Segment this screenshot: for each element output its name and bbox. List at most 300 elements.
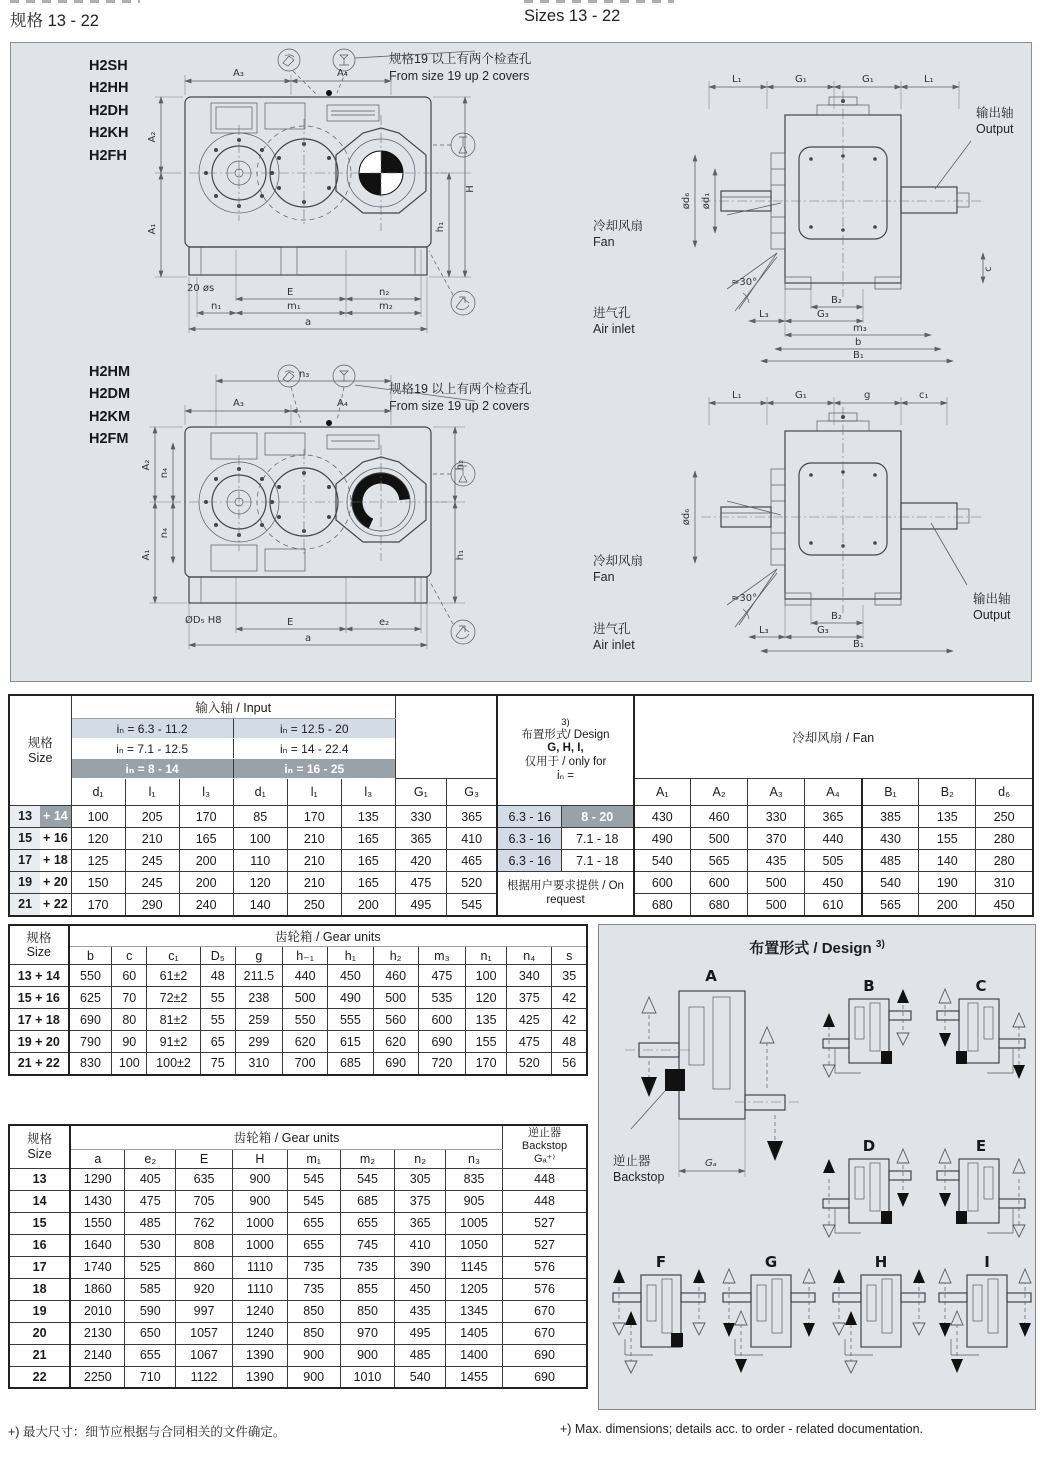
svg-text:20 øs: 20 øs	[187, 283, 215, 294]
svg-text:G₁: G₁	[795, 74, 807, 85]
gear-housing	[701, 91, 981, 309]
value-cell: 170	[179, 806, 233, 828]
value-cell: 100±2	[147, 1053, 200, 1075]
col-header: D₅	[200, 947, 235, 965]
backstop-marker	[881, 1051, 892, 1064]
gear-housing	[171, 420, 447, 603]
output-en: Output	[976, 122, 1014, 137]
value-cell: 1240	[233, 1322, 288, 1344]
value-cell: 200	[341, 894, 395, 917]
value-cell: 762	[176, 1212, 233, 1234]
model-label: H2SH	[89, 58, 128, 74]
value-cell: 565	[691, 850, 748, 872]
plug-symbol-icon	[429, 459, 475, 644]
value-cell: 835	[446, 1168, 503, 1190]
value-cell: 165	[341, 828, 395, 850]
svg-text:n₂: n₂	[379, 287, 390, 298]
value-cell: 500	[748, 894, 805, 917]
value-cell: 1122	[176, 1366, 233, 1388]
value-cell: 540	[395, 1366, 446, 1388]
model-label: H2HM	[89, 364, 131, 380]
value-cell: 1067	[176, 1344, 233, 1366]
value-cell: 1110	[233, 1278, 288, 1300]
table-row	[9, 1190, 587, 1212]
size-main: 19	[10, 872, 40, 893]
backstop-marker	[956, 1051, 967, 1064]
value-cell: 155	[466, 1031, 507, 1053]
value-cell: 527	[503, 1212, 587, 1234]
value-cell: 475	[418, 965, 465, 987]
col-header: l₁	[287, 779, 341, 806]
value-cell: 72±2	[147, 987, 200, 1009]
backstop-en: Backstop	[613, 1170, 665, 1185]
value-cell: 900	[287, 1344, 340, 1366]
svg-text:B₂: B₂	[831, 611, 842, 622]
value-cell: 970	[340, 1322, 395, 1344]
value-cell: 259	[235, 1009, 282, 1031]
design-title-text: 布置形式 / Design	[749, 940, 872, 957]
value-cell: 1010	[340, 1366, 395, 1388]
value-cell: 110	[233, 850, 287, 872]
col-header: l₃	[341, 779, 395, 806]
value-cell: 500	[691, 828, 748, 850]
value-cell: 135	[341, 806, 395, 828]
value-cell: 540	[862, 872, 919, 894]
design-ratio-cell: 6.3 - 16	[497, 850, 561, 872]
svg-text:F: F	[655, 1253, 667, 1271]
svg-text:A: A	[705, 967, 717, 985]
table-row	[9, 1256, 587, 1278]
svg-text:L₁: L₁	[924, 74, 934, 85]
size-cell: 17 + 18	[9, 1009, 69, 1031]
value-cell: 1005	[446, 1212, 503, 1234]
ratio-band: iₙ = 12.5 - 20	[233, 719, 395, 739]
value-cell: 495	[395, 1322, 446, 1344]
air-zh: 进气孔	[593, 622, 631, 636]
value-cell: 555	[328, 1009, 373, 1031]
value-cell: 610	[805, 894, 862, 917]
value-cell: 200	[179, 872, 233, 894]
design-ratio-cell: 7.1 - 18	[561, 850, 633, 872]
col-header: c	[112, 947, 147, 965]
svg-text:B: B	[863, 977, 875, 995]
col-header: n₁	[466, 947, 507, 965]
size-main: 15	[10, 828, 40, 849]
value-cell: 527	[503, 1234, 587, 1256]
svg-text:≈30°: ≈30°	[731, 593, 758, 604]
value-cell: 48	[200, 965, 235, 987]
table-row	[9, 1234, 587, 1256]
design-diagram-G	[717, 1253, 821, 1379]
svg-text:I: I	[984, 1253, 990, 1271]
gearbox-front-view-bottom	[141, 361, 477, 679]
value-cell: 1000	[233, 1234, 288, 1256]
size-plus: + 20	[43, 875, 68, 889]
backstop-column-header	[503, 1125, 587, 1168]
value-cell: 655	[340, 1212, 395, 1234]
value-cell: 1145	[446, 1256, 503, 1278]
value-cell: 250	[287, 894, 341, 917]
svg-text:A₁: A₁	[147, 223, 158, 235]
size-plus: + 22	[43, 897, 68, 911]
svg-text:G: G	[764, 1253, 778, 1271]
value-cell: 125	[71, 850, 125, 872]
fan-en: Fan	[593, 570, 615, 585]
svg-text:A₁: A₁	[141, 549, 152, 561]
value-cell: 560	[373, 1009, 418, 1031]
output-label-bottom	[973, 591, 1011, 624]
value-cell: 650	[125, 1322, 176, 1344]
value-cell: 655	[287, 1234, 340, 1256]
page-title-zh: 规格 13 - 22	[10, 12, 99, 30]
oil-plug-symbol-icon	[278, 365, 355, 423]
size-column-header	[9, 1125, 70, 1168]
cropped-text-sliver	[524, 0, 674, 3]
value-cell: 635	[176, 1168, 233, 1190]
value-cell: 170	[71, 894, 125, 917]
size-en: Size	[27, 1146, 52, 1161]
table-row	[9, 806, 1033, 828]
value-cell: 505	[805, 850, 862, 872]
value-cell: 850	[287, 1300, 340, 1322]
fan-group-header: 冷却风扇 / Fan	[634, 695, 1033, 779]
value-cell: 448	[503, 1168, 587, 1190]
output-zh: 输出轴	[973, 592, 1011, 606]
value-cell: 210	[287, 872, 341, 894]
col-header: d₆	[976, 779, 1033, 806]
model-label: H2DM	[89, 386, 131, 403]
design-box	[598, 924, 1036, 1410]
svg-text:a: a	[305, 317, 312, 328]
gearbox-side-view-bottom	[631, 373, 1027, 673]
dimension-lines	[147, 68, 476, 333]
air-zh: 进气孔	[593, 306, 631, 320]
value-cell: 90	[112, 1031, 147, 1053]
backstop-zh: 逆止器	[613, 1154, 651, 1168]
value-cell: 625	[69, 987, 112, 1009]
svg-text:L₃: L₃	[759, 309, 769, 320]
input-fan-table	[8, 694, 1034, 917]
svg-text:m₂: m₂	[379, 301, 393, 312]
value-cell: 310	[976, 872, 1033, 894]
value-cell: 1640	[70, 1234, 125, 1256]
model-label: H2FM	[89, 431, 129, 448]
value-cell: 520	[446, 872, 497, 894]
value-cell: 690	[418, 1031, 465, 1053]
size-zh: 规格	[26, 930, 52, 945]
size-cell: 19 + 20	[9, 1031, 69, 1053]
value-cell: 245	[125, 850, 179, 872]
model-list-top	[89, 55, 128, 167]
svg-text:m₁: m₁	[287, 301, 301, 312]
size-cell	[9, 850, 71, 872]
svg-text:E: E	[975, 1137, 987, 1155]
backstop-label	[613, 1153, 664, 1186]
value-cell: 500	[283, 987, 328, 1009]
ratio-band: iₙ = 14 - 22.4	[233, 739, 395, 759]
value-cell: 680	[691, 894, 748, 917]
size-cell	[9, 894, 71, 917]
value-cell: 61±2	[147, 965, 200, 987]
value-cell: 155	[919, 828, 976, 850]
size-main: 13	[10, 806, 40, 827]
value-cell: 540	[634, 850, 691, 872]
output-zh: 输出轴	[976, 106, 1014, 120]
value-cell: 100	[466, 965, 507, 987]
value-cell: 165	[341, 872, 395, 894]
value-cell: 140	[919, 850, 976, 872]
value-cell: 490	[328, 987, 373, 1009]
ratio-band: iₙ = 6.3 - 11.2	[71, 719, 233, 739]
value-cell: 1110	[233, 1256, 288, 1278]
value-cell: 620	[373, 1031, 418, 1053]
value-cell: 460	[373, 965, 418, 987]
value-cell: 85	[233, 806, 287, 828]
value-cell: 460	[691, 806, 748, 828]
value-cell: 165	[341, 850, 395, 872]
svg-text:h₂: h₂	[455, 459, 466, 471]
value-cell: 490	[634, 828, 691, 850]
design-column-header	[497, 695, 633, 806]
svg-text:L₁: L₁	[732, 74, 742, 85]
value-cell: 1405	[446, 1322, 503, 1344]
value-cell: 1240	[233, 1300, 288, 1322]
size-zh: 规格	[27, 736, 53, 751]
size-column-header	[9, 925, 69, 965]
value-cell: 280	[976, 828, 1033, 850]
note-zh: 规格19 以上有两个检查孔	[389, 52, 532, 66]
value-cell: 450	[805, 872, 862, 894]
value-cell: 2130	[70, 1322, 125, 1344]
table-row	[9, 1009, 587, 1031]
value-cell: 120	[71, 828, 125, 850]
size-cell: 18	[9, 1278, 70, 1300]
value-cell: 1430	[70, 1190, 125, 1212]
value-cell: 1057	[176, 1322, 233, 1344]
value-cell: 100	[112, 1053, 147, 1075]
size-cell: 14	[9, 1190, 70, 1212]
value-cell: 165	[179, 828, 233, 850]
svg-text:G₃: G₃	[817, 309, 829, 320]
col-header: g	[235, 947, 282, 965]
air-en: Air inlet	[593, 322, 635, 337]
value-cell: 690	[503, 1366, 587, 1388]
value-cell: 340	[507, 965, 552, 987]
col-header: G₁	[395, 779, 446, 806]
value-cell: 690	[503, 1344, 587, 1366]
value-cell: 440	[283, 965, 328, 987]
gear-units-table-1	[8, 924, 588, 1076]
size-cell: 20	[9, 1322, 70, 1344]
value-cell: 710	[125, 1366, 176, 1388]
table-row	[9, 1168, 587, 1190]
svg-text:A₄: A₄	[337, 398, 348, 409]
value-cell: 830	[69, 1053, 112, 1075]
value-cell: 690	[373, 1053, 418, 1075]
value-cell: 60	[112, 965, 147, 987]
value-cell: 1345	[446, 1300, 503, 1322]
value-cell: 425	[507, 1009, 552, 1031]
svg-text:m₃: m₃	[853, 323, 867, 334]
air-en: Air inlet	[593, 638, 635, 653]
value-cell: 600	[634, 872, 691, 894]
value-cell: 2010	[70, 1300, 125, 1322]
col-header: n₂	[395, 1149, 446, 1168]
col-header: m₂	[340, 1149, 395, 1168]
col-header: l₃	[179, 779, 233, 806]
value-cell: 435	[395, 1300, 446, 1322]
page-title-en: Sizes 13 - 22	[524, 7, 621, 25]
value-cell: 450	[328, 965, 373, 987]
size-cell	[9, 872, 71, 894]
col-header: h₁	[328, 947, 373, 965]
table-row	[9, 1212, 587, 1234]
on-request-en: / On request	[546, 880, 624, 906]
value-cell: 500	[373, 987, 418, 1009]
value-cell: 530	[125, 1234, 176, 1256]
svg-text:A₄: A₄	[337, 68, 348, 79]
value-cell: 135	[919, 806, 976, 828]
design-head-line: 仅用于 / only for	[524, 756, 607, 769]
size-main: 17	[10, 850, 40, 871]
col-header: A₂	[691, 779, 748, 806]
value-cell: 120	[233, 872, 287, 894]
value-cell: 375	[507, 987, 552, 1009]
note-en: From size 19 up 2 covers	[389, 398, 530, 413]
design-diagram-C	[929, 977, 1033, 1093]
value-cell: 655	[287, 1212, 340, 1234]
backstop-zh: 逆止器	[528, 1127, 562, 1139]
col-header: E	[176, 1149, 233, 1168]
backstop-marker	[956, 1211, 967, 1224]
value-cell: 1400	[446, 1344, 503, 1366]
backstop-marker	[881, 1211, 892, 1224]
cropped-text-sliver	[10, 0, 140, 3]
value-cell: 310	[235, 1053, 282, 1075]
col-header: e₂	[125, 1149, 176, 1168]
svg-text:H: H	[465, 185, 476, 193]
design-diagram-E	[929, 1137, 1033, 1253]
size-cell	[9, 828, 71, 850]
value-cell: 705	[176, 1190, 233, 1212]
value-cell: 545	[287, 1168, 340, 1190]
svg-text:n₄: n₄	[159, 467, 170, 479]
col-header: n₃	[446, 1149, 503, 1168]
design-head-line: iₙ =	[556, 769, 575, 782]
value-cell: 211.5	[235, 965, 282, 987]
size-plus: + 14	[40, 806, 70, 827]
value-cell: 1455	[446, 1366, 503, 1388]
footnote-en: +) Max. dimensions; details acc. to order - related documentation.	[560, 1422, 924, 1436]
svg-text:G₃: G₃	[817, 625, 829, 636]
value-cell: 100	[71, 806, 125, 828]
size-zh: 规格	[27, 1132, 53, 1147]
size-column-header	[9, 695, 71, 806]
svg-text:n₄: n₄	[159, 527, 170, 539]
value-cell: 370	[748, 828, 805, 850]
fan-zh: 冷却风扇	[593, 219, 644, 233]
svg-text:a: a	[305, 633, 312, 644]
value-cell: 385	[862, 806, 919, 828]
value-cell: 855	[340, 1278, 395, 1300]
svg-text:c: c	[983, 266, 994, 272]
value-cell: 2140	[70, 1344, 125, 1366]
value-cell: 475	[125, 1190, 176, 1212]
model-label: H2DH	[89, 102, 129, 119]
svg-text:A₃: A₃	[233, 398, 244, 409]
value-cell: 56	[552, 1053, 587, 1075]
value-cell: 375	[395, 1190, 446, 1212]
col-header: m₃	[418, 947, 465, 965]
size-en: Size	[26, 945, 51, 959]
value-cell: 42	[552, 987, 587, 1009]
design-diagram-I	[935, 1253, 1035, 1379]
value-cell: 365	[395, 828, 446, 850]
value-cell: 190	[919, 872, 976, 894]
value-cell: 545	[446, 894, 497, 917]
value-cell: 1390	[233, 1344, 288, 1366]
value-cell: 81±2	[147, 1009, 200, 1031]
table-row	[9, 1322, 587, 1344]
value-cell: 685	[328, 1053, 373, 1075]
value-cell: 1205	[446, 1278, 503, 1300]
svg-text:D: D	[862, 1137, 876, 1155]
ratio-band: iₙ = 7.1 - 12.5	[71, 739, 233, 759]
value-cell: 200	[179, 850, 233, 872]
col-header: A₄	[805, 779, 862, 806]
fan-zh: 冷却风扇	[593, 554, 644, 568]
fan-label-bottom	[593, 553, 643, 586]
value-cell: 920	[176, 1278, 233, 1300]
model-label: H2FH	[89, 147, 127, 164]
value-cell: 1740	[70, 1256, 125, 1278]
svg-text:b: b	[855, 337, 862, 348]
svg-text:H: H	[874, 1253, 888, 1271]
svg-text:≈30°: ≈30°	[731, 277, 758, 288]
value-cell: 1050	[446, 1234, 503, 1256]
model-list-bottom	[89, 361, 130, 451]
value-cell: 850	[287, 1322, 340, 1344]
value-cell: 390	[395, 1256, 446, 1278]
size-cell: 21 + 22	[9, 1053, 69, 1075]
col-header: G₃	[446, 779, 497, 806]
value-cell: 42	[552, 1009, 587, 1031]
value-cell: 250	[976, 806, 1033, 828]
value-cell: 550	[69, 965, 112, 987]
output-label-top	[976, 105, 1014, 138]
value-cell: 430	[634, 806, 691, 828]
table-row	[9, 828, 1033, 850]
value-cell: 790	[69, 1031, 112, 1053]
value-cell: 475	[395, 872, 446, 894]
value-cell: 35	[552, 965, 587, 987]
size-en: Size	[28, 750, 53, 765]
svg-text:g: g	[864, 390, 871, 401]
value-cell: 576	[503, 1256, 587, 1278]
on-request-cell	[497, 872, 633, 917]
center-of-gravity-symbol	[381, 151, 403, 173]
col-header: B₂	[919, 779, 976, 806]
svg-text:ød₆: ød₆	[681, 508, 692, 526]
value-cell: 210	[287, 828, 341, 850]
col-header: b	[69, 947, 112, 965]
value-cell: 240	[179, 894, 233, 917]
value-cell: 808	[176, 1234, 233, 1256]
value-cell: 576	[503, 1278, 587, 1300]
value-cell: 700	[283, 1053, 328, 1075]
output-leader-line	[931, 523, 967, 585]
svg-text:n₃: n₃	[299, 369, 310, 380]
